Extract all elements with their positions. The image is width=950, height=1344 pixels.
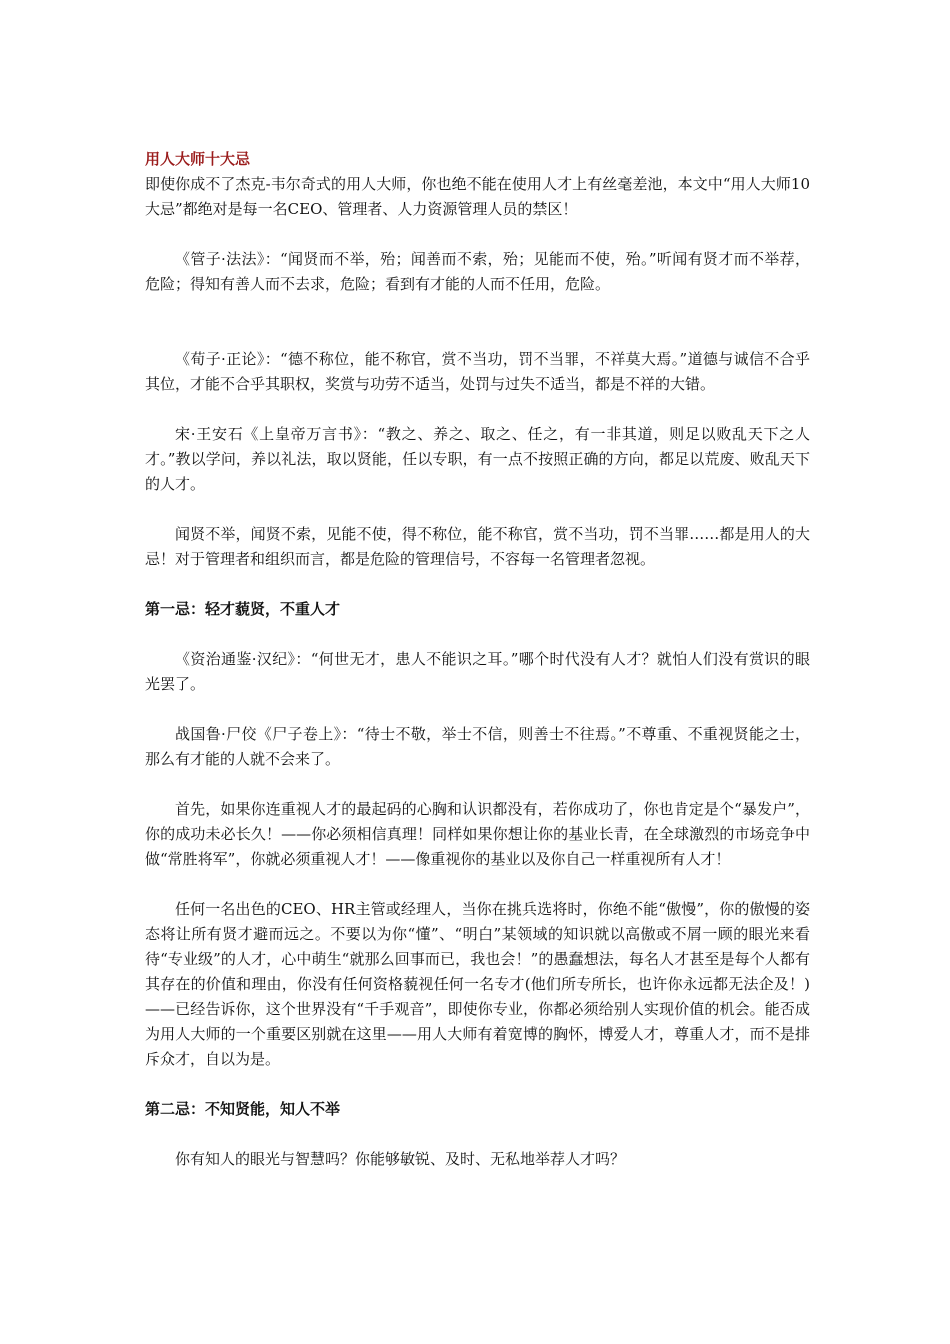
document-title: 用人大师十大忌 bbox=[145, 150, 251, 168]
document-page bbox=[145, 146, 810, 1172]
section1-paragraph: 任何一名出色的CEO、HR主管或经理人，当你在挑兵选将时，你绝不能“傲慢”，你的傲慢的姿态将让所有贤才避而远之。不要以为你“懂”、“明白”某领域的知识就以高傲或不屑一顾的眼光来看待“专业级”的人才，心中萌生“就那么回事而已，我也会！”的愚蠢想法，每名人才甚至是每个人都有其存在的价值和理由，你没有任何资格藐视任何一名专才(他们所专所长，也许你永远都无法企及！)——已经告诉你，这个世界没有“千手观音”，即使你专业，你都必须给别人实现价值的机会。能否成为用人大师的一个重要区别就在这里——用人大师有着宽博的胸怀，博爱人才，尊重人才，而不是排斥众才，自以为是。 bbox=[145, 900, 810, 1068]
section1-paragraph: 战国鲁·尸佼《尸子卷上》：“待士不敬，举士不信，则善士不往焉。”不尊重、不重视贤能之士，那么有才能的人就不会来了。 bbox=[145, 725, 810, 768]
section2-paragraph: 你有知人的眼光与智慧吗？你能够敏锐、及时、无私地举荐人才吗？ bbox=[175, 1150, 626, 1168]
paragraph-summary: 闻贤不举，闻贤不索，见能不使，得不称位，能不称官，赏不当功，罚不当罪……都是用人的大忌！对于管理者和组织而言，都是危险的管理信号，不容每一名管理者忽视。 bbox=[145, 525, 810, 568]
section1-paragraph: 首先，如果你连重视人才的最起码的心胸和认识都没有，若你成功了，你也肯定是个“暴发户”，你的成功未必长久！——你必须相信真理！同样如果你想让你的基业长青，在全球激烈的市场竞争中做“常胜将军”，你就必须重视人才！——像重视你的基业以及你自己一样重视所有人才！ bbox=[145, 800, 810, 868]
intro-paragraph: 即使你成不了杰克-韦尔奇式的用人大师，你也绝不能在使用人才上有丝毫差池，本文中“用人大师10大忌”都绝对是每一名CEO、管理者、人力资源管理人员的禁区！ bbox=[145, 175, 810, 218]
paragraph-wanganshi: 宋·王安石《上皇帝万言书》：“教之、养之、取之、任之，有一非其道，则足以败乱天下之人才。”教以学问，养以礼法，取以贤能，任以专职，有一点不按照正确的方向，都足以荒废、败乱天下的人才。 bbox=[145, 425, 810, 493]
paragraph-guanzi: 《管子·法法》：“闻贤而不举，殆；闻善而不索，殆；见能而不使，殆。”听闻有贤才而不举荐，危险；得知有善人而不去求，危险；看到有才能的人而不任用，危险。 bbox=[145, 250, 810, 293]
section-heading-2: 第二忌：不知贤能，知人不举 bbox=[145, 1100, 341, 1118]
section-heading-1: 第一忌：轻才藐贤，不重人才 bbox=[145, 600, 341, 618]
paragraph-xunzi: 《荀子·正论》：“德不称位，能不称官，赏不当功，罚不当罪，不祥莫大焉。”道德与诚信不合乎其位，才能不合乎其职权，奖赏与功劳不适当，处罚与过失不适当，都是不祥的大错。 bbox=[145, 350, 810, 393]
section1-paragraph: 《资治通鉴·汉纪》：“何世无才，患人不能识之耳。”哪个时代没有人才？就怕人们没有赏识的眼光罢了。 bbox=[145, 650, 810, 693]
